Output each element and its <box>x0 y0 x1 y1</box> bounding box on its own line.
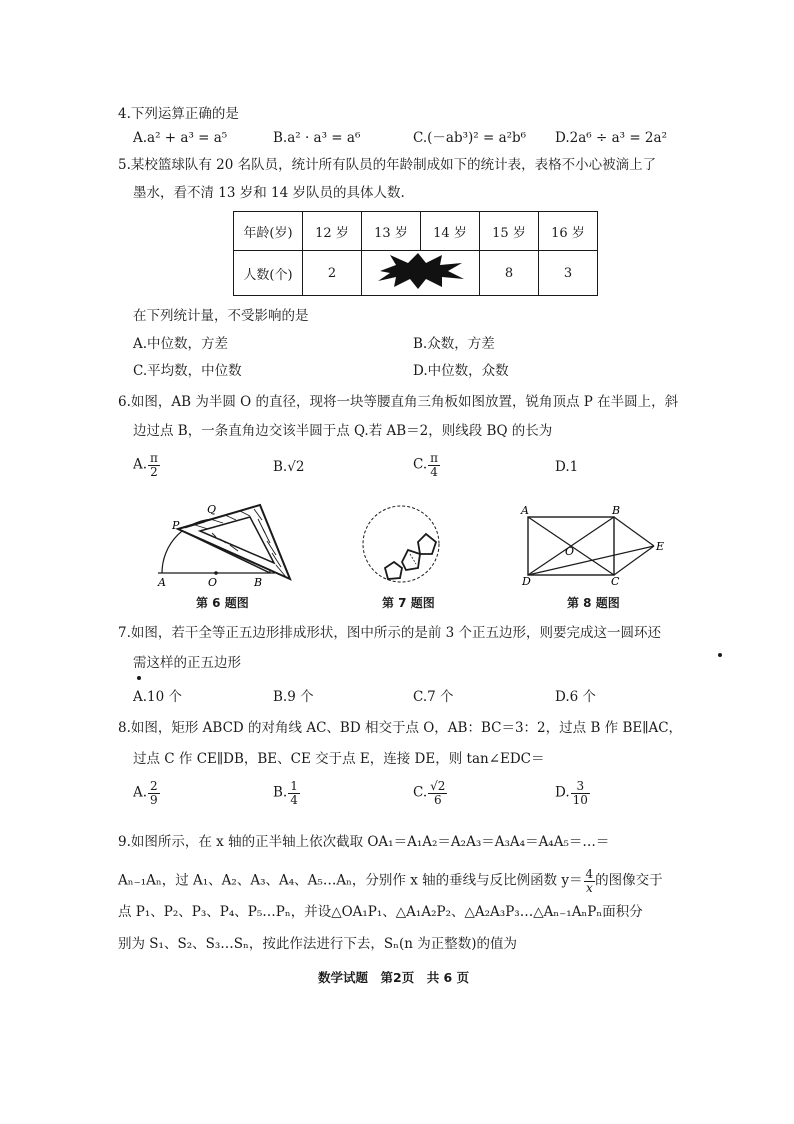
ink-blot-cell <box>362 251 480 296</box>
table-row <box>234 251 598 296</box>
table-header-count: 人数(个) <box>234 251 303 296</box>
svg-text:Q: Q <box>207 503 217 516</box>
q4-option-a: A.a² + a³ = a⁵ <box>133 130 228 146</box>
table-cell-count-16: 3 <box>539 251 598 296</box>
q6-option-a-denominator: 2 <box>150 464 158 479</box>
svg-text:A: A <box>521 504 529 517</box>
q8-option-a-denominator: 9 <box>150 792 158 807</box>
q8-stem-line2: 过点 C 作 CE∥DB，BE、CE 交于点 E，连接 DE，则 tan∠EDC＝ <box>133 751 545 767</box>
svg-text:O: O <box>565 545 575 558</box>
q7-stem-line2: 需这样的正五边形 <box>133 655 241 671</box>
table-cell-count-15: 8 <box>480 251 539 296</box>
q4-option-c: C.(－ab³)² = a²b⁶ <box>413 130 527 146</box>
q5-stem-line1: 5.某校篮球队有 20 名队员，统计所有队员的年龄制成如下的统计表，表格不小心被滴上了 <box>118 157 657 173</box>
q5-option-c: C.平均数，中位数 <box>133 363 242 379</box>
q5-option-b: B.众数，方差 <box>413 336 495 352</box>
q6-stem-line2: 边过点 B，一条直角边交该半圆于点 Q.若 AB＝2，则线段 BQ 的长为 <box>133 423 553 439</box>
q6-option-c-label: C. <box>413 456 428 473</box>
figure-6-caption: 第 6 题图 <box>196 596 249 610</box>
q8-option-d-label: D. <box>555 784 570 801</box>
q8-option-c <box>413 780 447 806</box>
q8-option-a <box>133 780 160 806</box>
q6-option-c <box>413 452 440 478</box>
svg-text:B: B <box>254 576 263 589</box>
table-header-age: 年龄(岁) <box>234 212 303 251</box>
q6-option-a-numerator: π <box>150 451 158 465</box>
svg-text:O: O <box>208 576 218 589</box>
q5-option-a: A.中位数，方差 <box>133 336 229 352</box>
svg-text:P: P <box>172 519 180 532</box>
emphasis-dot <box>718 653 722 657</box>
q5-option-d: D.中位数，众数 <box>413 363 509 379</box>
q8-option-b-numerator: 1 <box>290 779 298 793</box>
figure-7-caption: 第 7 题图 <box>382 596 435 610</box>
q7-stem-line1: 7.如图，若干全等正五边形排成形状，图中所示的是前 3 个正五边形，则要完成这一圆环还 <box>118 625 662 641</box>
q7-option-d: D.6 个 <box>555 689 597 705</box>
table-row <box>234 212 598 251</box>
table-cell-age-14: 14 岁 <box>421 212 480 251</box>
q9-stem-line2 <box>118 868 663 894</box>
ink-blot-icon <box>376 253 466 289</box>
q9-fraction-denominator: x <box>585 880 593 895</box>
q9-stem-line2-end: 的图像交于 <box>595 872 663 889</box>
q4-option-b: B.a² · a³ = a⁶ <box>273 130 361 146</box>
q6-option-d: D.1 <box>555 459 579 475</box>
q8-option-b <box>273 780 300 806</box>
figure-6-semicircle-triangle <box>150 495 300 590</box>
q9-stem-line1: 9.如图所示，在 x 轴的正半轴上依次截取 OA₁＝A₁A₂＝A₂A₃＝A₃A₄＝A₄A₅＝…＝ <box>118 834 610 850</box>
q9-stem-line2-start: Aₙ₋₁Aₙ，过 A₁、A₂、A₃、A₄、A₅…Aₙ，分别作 x 轴的垂线与反比例函数 y＝ <box>118 872 583 889</box>
q6-option-a-label: A. <box>133 456 148 473</box>
q9-fraction-numerator: 4 <box>585 867 594 881</box>
q6-option-a <box>133 452 160 478</box>
svg-text:B: B <box>612 504 621 517</box>
q6-option-c-numerator: π <box>430 451 439 465</box>
q8-stem-line1: 8.如图，矩形 ABCD 的对角线 AC、BD 相交于点 O，AB：BC＝3：2，过点 B 作 BE∥AC， <box>118 720 683 736</box>
age-stat-table <box>233 211 598 296</box>
table-cell-age-12: 12 岁 <box>303 212 362 251</box>
svg-text:E: E <box>656 540 665 553</box>
q5-stem-line2: 墨水，看不清 13 岁和 14 岁队员的具体人数. <box>133 185 405 201</box>
q8-option-d-denominator: 10 <box>572 792 588 807</box>
table-cell-age-13: 13 岁 <box>362 212 421 251</box>
q8-option-b-label: B. <box>273 784 288 801</box>
q7-option-a: A.10 个 <box>133 689 183 705</box>
q8-option-c-numerator: √2 <box>430 779 446 793</box>
q8-option-d-numerator: 3 <box>571 780 590 794</box>
q8-option-a-label: A. <box>133 784 148 801</box>
q4-option-d: D.2a⁶ ÷ a³ = 2a² <box>555 130 667 146</box>
svg-text:C: C <box>611 575 620 588</box>
page-footer: 数学试题 第2页 共 6 页 <box>318 970 470 985</box>
table-cell-age-16: 16 岁 <box>539 212 598 251</box>
svg-text:D: D <box>522 575 531 588</box>
q8-option-c-denominator: 6 <box>433 792 442 807</box>
q8-option-a-numerator: 2 <box>150 779 158 793</box>
figure-8-caption: 第 8 题图 <box>567 596 620 610</box>
q9-stem-line3: 点 P₁、P₂、P₃、P₄、P₅…Pₙ，并设△OA₁P₁、△A₁A₂P₂、△A₂A₃P₃…△Aₙ₋₁AₙPₙ面积分 <box>118 904 643 920</box>
q5-question: 在下列统计量，不受影响的是 <box>133 308 309 324</box>
figure-8-rectangle <box>518 503 678 588</box>
table-cell-count-12: 2 <box>303 251 362 296</box>
q6-stem-line1: 6.如图，AB 为半圆 O 的直径，现将一块等腰直角三角板如图放置，锐角顶点 P 在半圆上，斜 <box>118 394 679 410</box>
q8-option-d <box>555 780 590 806</box>
figure-7-pentagon-ring <box>358 498 448 588</box>
q6-option-b: B.√2 <box>273 459 305 475</box>
q6-option-c-denominator: 4 <box>430 464 438 479</box>
q7-option-c: C.7 个 <box>413 689 454 705</box>
table-cell-age-15: 15 岁 <box>480 212 539 251</box>
q7-option-b: B.9 个 <box>273 689 314 705</box>
q8-option-c-label: C. <box>413 784 428 801</box>
q4-stem: 4.下列运算正确的是 <box>118 106 239 122</box>
q9-stem-line4: 别为 S₁、S₂、S₃…Sₙ，按此作法进行下去，Sₙ(n 为正整数)的值为 <box>118 936 517 952</box>
emphasis-dot <box>137 676 141 680</box>
svg-text:A: A <box>158 576 166 589</box>
q8-option-b-denominator: 4 <box>290 792 298 807</box>
